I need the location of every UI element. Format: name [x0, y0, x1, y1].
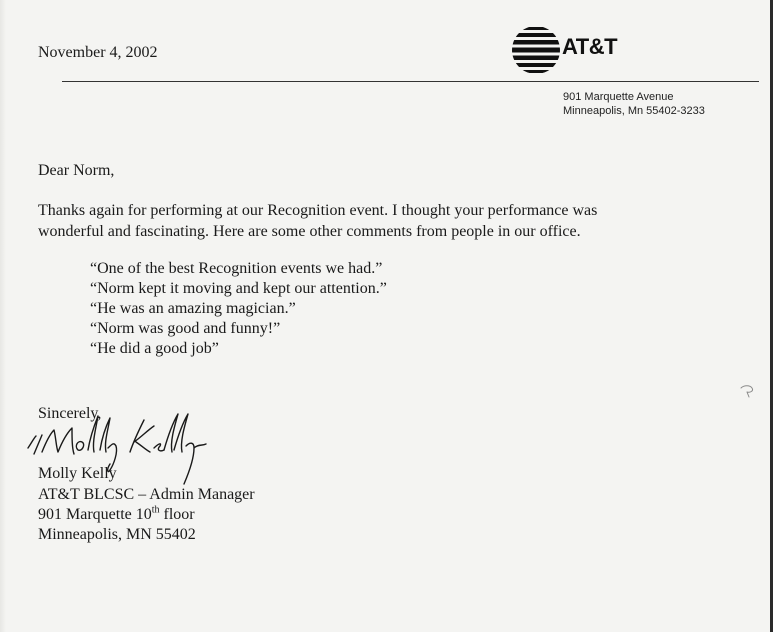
quote-5: “He did a good job” [90, 340, 219, 357]
letterhead-address [563, 90, 705, 118]
quote-3: “He was an amazing magician.” [90, 300, 296, 317]
header-rule [62, 81, 759, 82]
letterhead-address-line2: Minneapolis, Mn 55402-3233 [563, 105, 705, 117]
signer-title: AT&T BLCSC – Admin Manager [38, 486, 255, 503]
pencil-mark-icon [738, 383, 756, 399]
body-line-2: wonderful and fascinating. Here are some other comments from people in our office. [38, 223, 581, 240]
salutation: Dear Norm, [38, 162, 115, 179]
scan-edge-left [0, 0, 6, 632]
signer-address-suffix: floor [159, 506, 195, 523]
quote-4: “Norm was good and funny!” [90, 320, 281, 337]
closing: Sincerely, [38, 405, 102, 422]
att-logo-wordmark: AT&T [562, 34, 618, 59]
signer-address [38, 504, 195, 525]
signer-name: Molly Kelly [38, 465, 117, 482]
letterhead-address-line1: 901 Marquette Avenue [563, 91, 674, 103]
quote-2: “Norm kept it moving and kept our attention.” [90, 280, 387, 297]
handwritten-signature [22, 408, 222, 486]
quote-1: “One of the best Recognition events we had.” [90, 260, 383, 277]
body-line-1: Thanks again for performing at our Recognition event. I thought your performance was [38, 202, 598, 219]
signer-address-prefix: 901 Marquette 10 [38, 506, 152, 523]
letter-date: November 4, 2002 [38, 44, 158, 61]
signer-address-sup: th [151, 504, 160, 516]
signer-city: Minneapolis, MN 55402 [38, 526, 196, 543]
